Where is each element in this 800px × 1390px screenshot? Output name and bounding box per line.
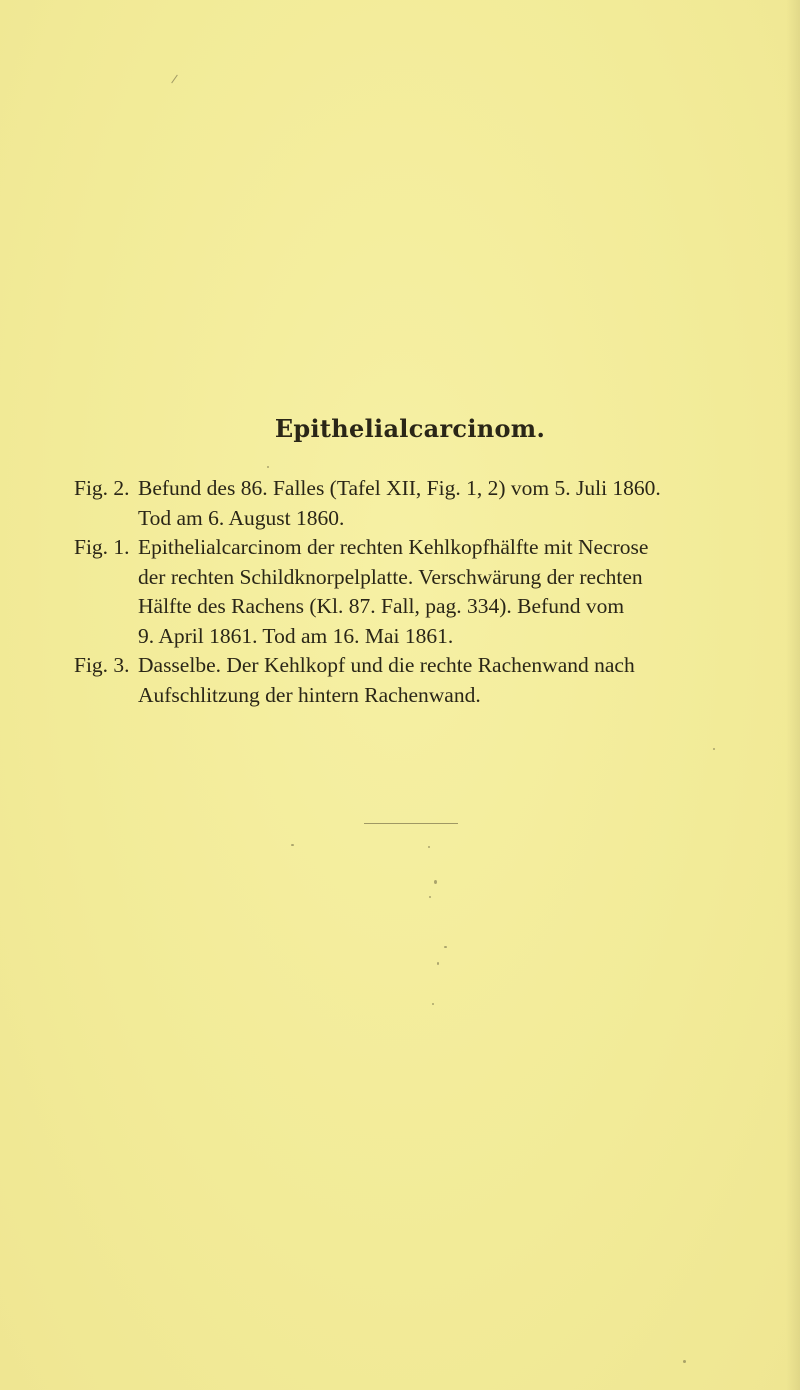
figure-label: Fig. 1. (74, 535, 130, 559)
figure-label: Fig. 3. (74, 653, 130, 677)
paper-speck (434, 880, 437, 884)
figure-label: Fig. 2. (74, 476, 130, 500)
paper-speck (428, 846, 430, 848)
paper-speck (713, 748, 715, 750)
paper-speck (444, 946, 447, 948)
caption-entry (74, 651, 774, 710)
paper-speck (432, 1003, 434, 1005)
caption-line: Aufschlitzung der hintern Rachenwand. (138, 682, 481, 707)
pencil-mark (171, 75, 178, 84)
paper-speck (291, 844, 294, 846)
caption-line: Tod am 6. August 1860. (138, 505, 345, 530)
page-edge-shadow (786, 0, 800, 1390)
caption-line: Hälfte des Rachens (Kl. 87. Fall, pag. 334). Befund vom (138, 594, 625, 618)
caption-entry (74, 474, 774, 533)
caption-line: Epithelialcarcinom der rechten Kehlkopfhälfte mit Necrose (138, 535, 649, 559)
paper-speck (267, 466, 269, 468)
caption-line: Befund des 86. Falles (Tafel XII, Fig. 1, 2) vom 5. Juli 1860. (138, 476, 661, 500)
caption-line: der rechten Schildknorpelplatte. Verschwärung der rechten (138, 564, 643, 589)
caption-entry (74, 533, 774, 651)
page-title: Epithelialcarcinom. (274, 414, 546, 443)
divider-rule (364, 823, 458, 824)
paper-speck (683, 1360, 686, 1363)
figure-captions (74, 474, 774, 710)
paper-speck (429, 896, 431, 898)
caption-line: 9. April 1861. Tod am 16. Mai 1861. (138, 623, 454, 648)
paper-speck (437, 962, 439, 965)
caption-line: Dasselbe. Der Kehlkopf und die rechte Rachenwand nach (138, 653, 635, 677)
